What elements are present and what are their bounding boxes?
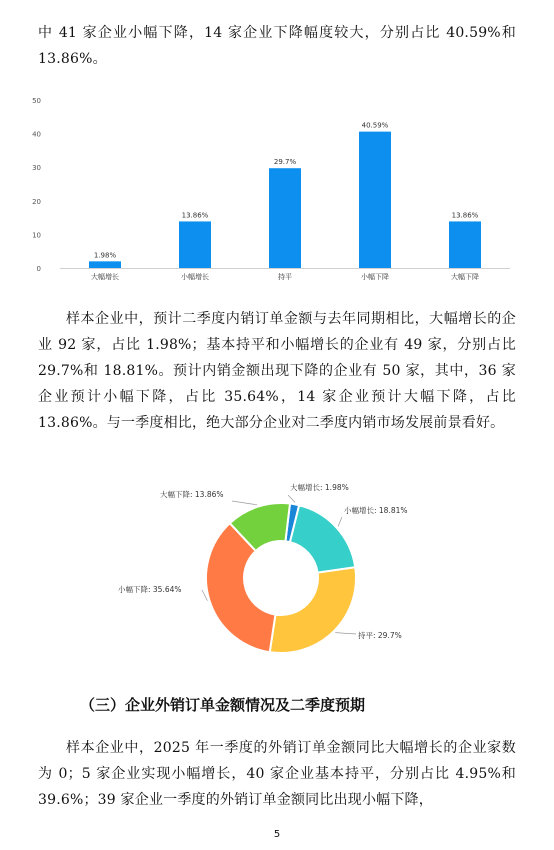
bar [89, 261, 121, 268]
bar-value-label: 40.59% [361, 121, 389, 130]
bar [269, 168, 301, 268]
paragraph-top: 中 41 家企业小幅下降，14 家企业下降幅度较大，分别占比 40.59%和 13.86%。 [38, 25, 516, 67]
bar-chart [30, 92, 530, 292]
leader-line [335, 633, 356, 634]
slice-label: 大幅下降: 13.86% [160, 490, 224, 499]
slice-label: 持平: 29.7% [358, 631, 402, 640]
bar-value-label: 29.7% [273, 158, 297, 167]
leader-line [338, 517, 342, 526]
section-heading: （三）企业外销订单金额情况及二季度预期 [80, 696, 366, 714]
bar [179, 221, 211, 268]
slice-label: 大幅增长: 1.98% [290, 483, 349, 492]
bar-value-label: 1.98% [93, 251, 117, 260]
x-tick-label: 小幅下降 [361, 273, 389, 281]
slice-label: 小幅增长: 18.81% [344, 506, 408, 515]
bar [359, 132, 391, 268]
leader-line [288, 495, 295, 502]
x-tick-label: 大幅增长 [91, 273, 119, 281]
bar-value-label: 13.86% [451, 211, 479, 220]
bar-value-label: 13.86% [181, 211, 209, 220]
y-tick-label: 0 [36, 265, 41, 273]
y-tick-label: 50 [32, 97, 41, 105]
page-number: 5 [273, 829, 281, 840]
x-tick-label: 持平 [278, 273, 292, 281]
donut-slice [270, 567, 356, 653]
paragraph-middle: 样本企业中，预计二季度内销订单金额与去年同期相比，大幅增长的企业 92 家，占比 1.98%；基本持平和小幅增长的企业有 49 家，分别占比 29.7%和 18.81%。预计内销金额出现下降的企业有 50 家，其中，36 家企业预计小幅下降，占比 35.64%，14 家企业预计大幅下降，占比 13.86%。与一季度相比，绝大部分企业对二季度内销市场发展前景看好。 [38, 311, 516, 431]
y-tick-label: 10 [32, 231, 41, 240]
paragraph-bottom: 样本企业中，2025 年一季度的外销订单金额同比大幅增长的企业家数为 0；5 家企业实现小幅增长，40 家企业基本持平，分别占比 4.95%和 39.6%；39 家企业一季度的外销订单金额同比出现小幅下降， [38, 740, 516, 808]
leader-line [232, 501, 257, 505]
y-tick-label: 20 [32, 197, 41, 206]
slice-label: 小幅下降: 35.64% [118, 585, 182, 594]
y-tick-label: 30 [32, 164, 41, 173]
donut-chart [112, 475, 452, 660]
x-tick-label: 大幅下降 [451, 273, 479, 281]
y-tick-label: 40 [32, 130, 41, 139]
donut-slice [290, 505, 355, 572]
bar [449, 221, 481, 268]
x-tick-label: 小幅增长 [181, 273, 209, 281]
